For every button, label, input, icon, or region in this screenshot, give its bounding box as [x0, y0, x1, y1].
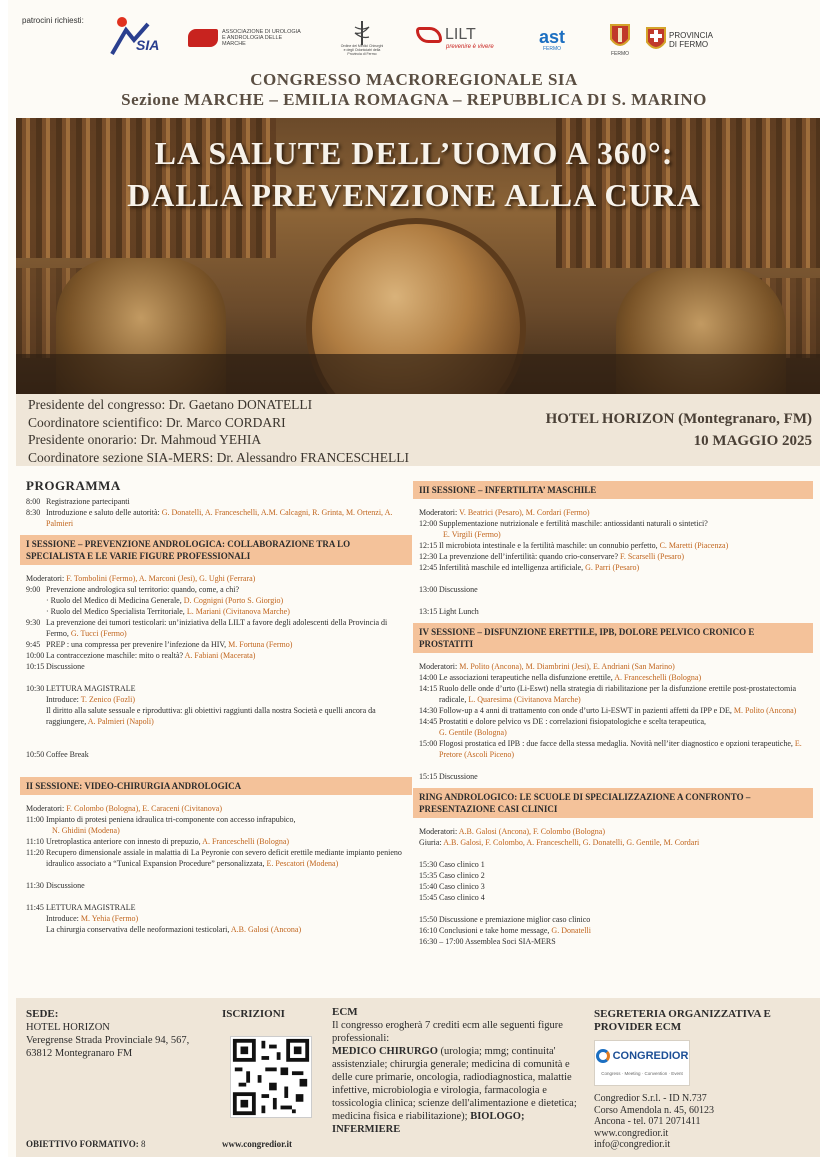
lettura-intro: Introduce: M. Yehia (Fermo) — [46, 914, 139, 923]
role-coordinatore: Coordinatore scientifico: Dr. Marco CORDARI — [28, 414, 286, 430]
venue-hotel: HOTEL HORIZON (Montegranaro, FM) — [545, 411, 812, 427]
ecm-medico-desc: (urologia; mmg; continuita' assistenziale; chirurgia generale; medicina di comunità e delle cure primarie, oncologia, radiodiagnostica, malattie infettive, microbiologia e virologia, farmacologia e tossicologia clinica; scienze dell'alimentazione e dietetica; medicina fisica e riabilitazione); — [332, 1046, 577, 1122]
provincia-fermo-label: PROVINCIA DI FERMO — [669, 31, 713, 49]
lettura-title: La chirurgia conservativa delle neoformazioni testicolari, A.B. Galosi (Ancona) — [46, 925, 302, 934]
clinical-case: 15:45 Caso clinico 4 — [419, 893, 485, 902]
iscrizioni-label: ISCRIZIONI — [222, 1008, 285, 1020]
moderators: Moderatori: M. Polito (Ancona), M. Diambrini (Jesi), E. Andriani (San Marino) — [419, 662, 675, 671]
segreteria-email-link[interactable]: info@congredior.it — [594, 1139, 671, 1150]
flyer-page — [8, 0, 820, 1157]
program-item: 10:50 Coffee Break — [26, 750, 89, 759]
clinical-case: 15:35 Caso clinico 2 — [419, 871, 485, 880]
ecm-block — [332, 1006, 592, 1136]
sede-line: 63812 Montegranaro FM — [26, 1048, 133, 1059]
sede-label: SEDE: — [26, 1008, 59, 1020]
event-title-line2: DALLA PREVENZIONE ALLA CURA — [127, 177, 701, 213]
moderators: Moderatori: A.B. Galosi (Ancona), F. Colombo (Bologna) — [419, 827, 606, 836]
qr-code[interactable] — [230, 1036, 312, 1118]
comune-fermo-label: FERMO — [610, 51, 630, 57]
program-item: 11:45 LETTURA MAGISTRALE — [26, 903, 136, 912]
obiettivo-formativo: OBIETTIVO FORMATIVO: 8 — [26, 1139, 146, 1149]
program-subitem: · Ruolo del Medico Specialista Territoriale, L. Mariani (Civitanova Marche) — [46, 607, 290, 616]
venue-info — [482, 408, 812, 452]
role-coordinatore-sezione: Coordinatore sezione SIA-MERS: Dr. Alessandro FRANCESCHELLI — [28, 449, 409, 465]
segreteria-line: Ancona - tel. 071 2071411 — [594, 1116, 701, 1127]
sponsor-logos — [8, 8, 820, 68]
sede-line: HOTEL HORIZON — [26, 1022, 110, 1033]
provincia-fermo-crest-icon — [645, 26, 667, 54]
segreteria-contacts — [594, 1093, 814, 1151]
program-column-left — [20, 478, 412, 935]
segreteria-website-link[interactable]: www.congredior.it — [594, 1127, 669, 1139]
sia-logo-mark — [104, 10, 164, 62]
segreteria-block — [594, 1008, 814, 1034]
role-presidente-onorario: Presidente onorario: Dr. Mahmoud YEHIA — [28, 432, 262, 447]
program-title: PROGRAMMA — [26, 478, 121, 493]
program-item: 11:30 Discussione — [26, 881, 85, 890]
iscrizioni-url[interactable]: www.congredior.it — [222, 1139, 293, 1149]
program-item: 9:30 La prevenzione dei tumori testicolari: un’iniziativa della LILT a favore degli adolescenti della Provincia di Fermo, G. Tucci (Fermo) — [26, 618, 388, 638]
program-item: 15:00 Flogosi prostatica ed IPB : due facce della stessa medaglia. Novità nell’iter diagnostico e opzioni terapeutiche, E. Pretore (Ascoli Piceno) — [419, 739, 802, 759]
sia-logo-text: SIA — [136, 37, 160, 53]
lettura-intro: Introduce: T. Zenico (Fozli) — [46, 695, 136, 704]
session-4-header: IV SESSIONE – DISFUNZIONE ERETTILE, IPB, DOLORE PELVICO CRONICO E PROSTATITI — [413, 623, 813, 653]
session-3-header: III SESSIONE – INFERTILITA’ MASCHILE — [413, 481, 813, 499]
urologia-marche-logo — [186, 22, 306, 54]
moderators: Moderatori: F. Tombolini (Fermo), A. Marconi (Jesi), G. Ughi (Ferrara) — [26, 574, 256, 583]
sia-logo — [104, 10, 164, 62]
program-item: 12:30 La prevenzione dell’infertilità: quando crio-conservare? F. Scarselli (Pesaro) — [419, 552, 685, 561]
program-item: 13:00 Discussione — [419, 585, 478, 594]
program-item: 10:15 Discussione — [26, 662, 85, 671]
congredior-logo-text: CONGREDIOR — [612, 1050, 689, 1062]
venue-date: 10 MAGGIO 2025 — [693, 433, 812, 449]
program-item: 16:30 – 17:00 Assemblea Soci SIA-MERS — [419, 937, 556, 946]
program-item: 9:00 Prevenzione andrologica sul territorio: quando, come, a chi? — [26, 585, 240, 594]
program-item: 15:15 Discussione — [419, 772, 478, 781]
program-item: 14:00 Le associazioni terapeutiche nella disfunzione erettile, A. Franceschelli (Bologna) — [419, 673, 702, 682]
program-item: 11:20 Recupero dimensionale assiale in malattia di La Peyronie con severo deficit erettile mediante impianto penieno idraulico associato a “Tunical Expansion Procedure” personalizzata, E. Pescatori (Modena) — [26, 848, 402, 868]
program-item: 12:45 Infertilità maschile ed intelligenza artificiale, G. Parri (Pesaro) — [419, 563, 640, 572]
ast-logo — [532, 22, 572, 58]
program-item: 10:00 La contraccezione maschile: mito o realtà? A. Fabiani (Macerata) — [26, 651, 256, 660]
clinical-case: 15:40 Caso clinico 3 — [419, 882, 485, 891]
program-subitem: · Ruolo del Medico di Medicina Generale, D. Cognigni (Porto S. Giorgio) — [46, 596, 284, 605]
ecm-intro: Il congresso erogherà 7 crediti ecm alle seguenti figure professionali: — [332, 1020, 563, 1044]
provincia-fermo-logo — [644, 20, 713, 60]
congredior-tagline: Congress · Meeting · Convention · Event — [601, 1071, 683, 1076]
event-title — [8, 132, 820, 216]
comune-fermo-crest-icon — [609, 23, 631, 51]
sede-block — [26, 1008, 216, 1060]
role-presidente: Presidente del congresso: Dr. Gaetano DONATELLI — [28, 397, 313, 412]
program-item: 14:30 Follow-up a 4 anni di trattamento con onde d’urto Li-ESWT in pazienti affetti da IPP e DE, M. Polito (Ancona) — [419, 706, 797, 715]
floor-shadow — [16, 354, 820, 394]
program-item: 9:45 PREP : una compressa per prevenire l’infezione da HIV, M. Fortuna (Fermo) — [26, 640, 293, 649]
program-item: 14:15 Ruolo delle onde d’urto (Li-Eswt) nella strategia di riabilitazione per la disfunzione erettile post-prostatectomia radicale, L. Quaresima (Civitanova Marche) — [419, 684, 796, 704]
ordine-medici-label: Ordine dei Medici Chirurghi e degli Odontoiatri della Provincia di Fermo — [340, 44, 384, 56]
qr-code-icon — [231, 1037, 311, 1117]
congress-heading — [8, 70, 820, 110]
comune-fermo-logo — [606, 18, 634, 62]
program-item: 8:30 Introduzione e saluto delle autorità: G. Donatelli, A. Franceschelli, A.M. Calcagni, R. Grinta, M. Ortenzi, A. Palmieri — [26, 508, 393, 528]
sede-line: Veregrense Strada Provinciale 94, 567, — [26, 1035, 190, 1046]
lilt-tagline: prevenire è vivere — [446, 44, 494, 50]
lettura-title: Il diritto alla salute sessuale e riproduttiva: gli obiettivi raggiunti dalla nostra Società e quelli ancora da raggiungere, A. Palmieri (Napoli) — [46, 706, 376, 726]
session-2-header: II SESSIONE: VIDEO-CHIRURGIA ANDROLOGICA — [20, 777, 412, 795]
lilt-logo — [416, 16, 500, 60]
urologia-marche-icon — [188, 29, 218, 47]
moderators: Moderatori: F. Colombo (Bologna), E. Caraceni (Civitanova) — [26, 804, 222, 813]
program-item: 11:00 Impianto di protesi peniena idraulica tri-componente con accesso infrapubico, N. Ghidini (Modena) — [26, 815, 296, 835]
ast-text: ast — [538, 27, 565, 47]
patrocini-label: patrocini richiesti: — [22, 16, 84, 25]
congress-section: Sezione MARCHE – EMILIA ROMAGNA – REPUBBLICA DI S. MARINO — [121, 90, 707, 109]
program-item: 8:00 Registrazione partecipanti — [26, 497, 130, 506]
segreteria-line: Congredior S.r.l. - ID N.737 — [594, 1093, 707, 1104]
congress-name: CONGRESSO MACROREGIONALE SIA — [250, 70, 578, 89]
iscrizioni-block — [222, 1008, 322, 1021]
segreteria-line: Corso Amendola n. 45, 60123 — [594, 1104, 714, 1116]
ring-header: RING ANDROLOGICO: LE SCUOLE DI SPECIALIZZAZIONE A CONFRONTO – PRESENTAZIONE CASI CLINICI — [413, 788, 813, 818]
program-item: 15:50 Discussione e premiazione miglior caso clinico — [419, 915, 591, 924]
program-column-right — [413, 478, 813, 947]
ordine-medici-logo — [340, 12, 384, 64]
event-title-line1: LA SALUTE DELL’UOMO A 360°: — [154, 135, 674, 171]
lilt-text: LILT — [445, 26, 476, 43]
program-item: 12:00 Supplementazione nutrizionale e fertilità maschile: antiossidanti naturali o sintetici? E. Virgili (Fermo) — [419, 519, 708, 539]
session-1-header: I SESSIONE – PREVENZIONE ANDROLOGICA: COLLABORAZIONE TRA LO SPECIALISTA E LE VARIE FIGURE PROFESSIONALI — [20, 535, 412, 565]
program-item: 12:15 Il microbiota intestinale e la fertilità maschile: un connubio perfetto, C. Maretti (Piacenza) — [419, 541, 729, 550]
lilt-icon — [416, 27, 442, 43]
ecm-label: ECM — [332, 1006, 358, 1018]
clinical-case: 15:30 Caso clinico 1 — [419, 860, 485, 869]
organizers-list — [28, 396, 409, 466]
urologia-marche-label: ASSOCIAZIONE DI UROLOGIA E ANDROLOGIA DELLE MARCHE — [222, 28, 301, 48]
segreteria-label: SEGRETERIA ORGANIZZATIVA E PROVIDER ECM — [594, 1008, 771, 1033]
speaker-names: G. Donatelli, A. Franceschelli, A.M. Calcagni, R. Grinta, M. Ortenzi, A. Palmieri — [46, 508, 393, 528]
congredior-icon — [596, 1049, 610, 1063]
congredior-logo — [594, 1040, 690, 1086]
caduceus-icon — [351, 19, 373, 45]
moderators: Moderatori: V. Beatrici (Pesaro), M. Cordari (Fermo) — [419, 508, 590, 517]
ast-sub: FERMO — [542, 46, 562, 52]
program-item: 16:10 Conclusioni e take home message, G. Donatelli — [419, 926, 591, 935]
program-item: 13:15 Light Lunch — [419, 607, 479, 616]
jury: Giuria: A.B. Galosi, F. Colombo, A. Franceschelli, G. Donatelli, G. Gentile, M. Cordari — [419, 838, 700, 847]
program-item: 11:10 Uretroplastica anteriore con innesto di prepuzio, A. Franceschelli (Bologna) — [26, 837, 290, 846]
ecm-other: BIOLOGO; INFERMIERE — [332, 1111, 525, 1135]
ecm-medico: MEDICO CHIRURGO — [332, 1046, 438, 1057]
ecm-details — [332, 1045, 592, 1136]
program-item: 14:45 Prostatiti e dolore pelvico vs DE : correlazioni fisiopatologiche e scelta terapeutica, G. Gentile (Bologna) — [419, 717, 707, 737]
program-item: 10:30 LETTURA MAGISTRALE — [26, 684, 136, 693]
